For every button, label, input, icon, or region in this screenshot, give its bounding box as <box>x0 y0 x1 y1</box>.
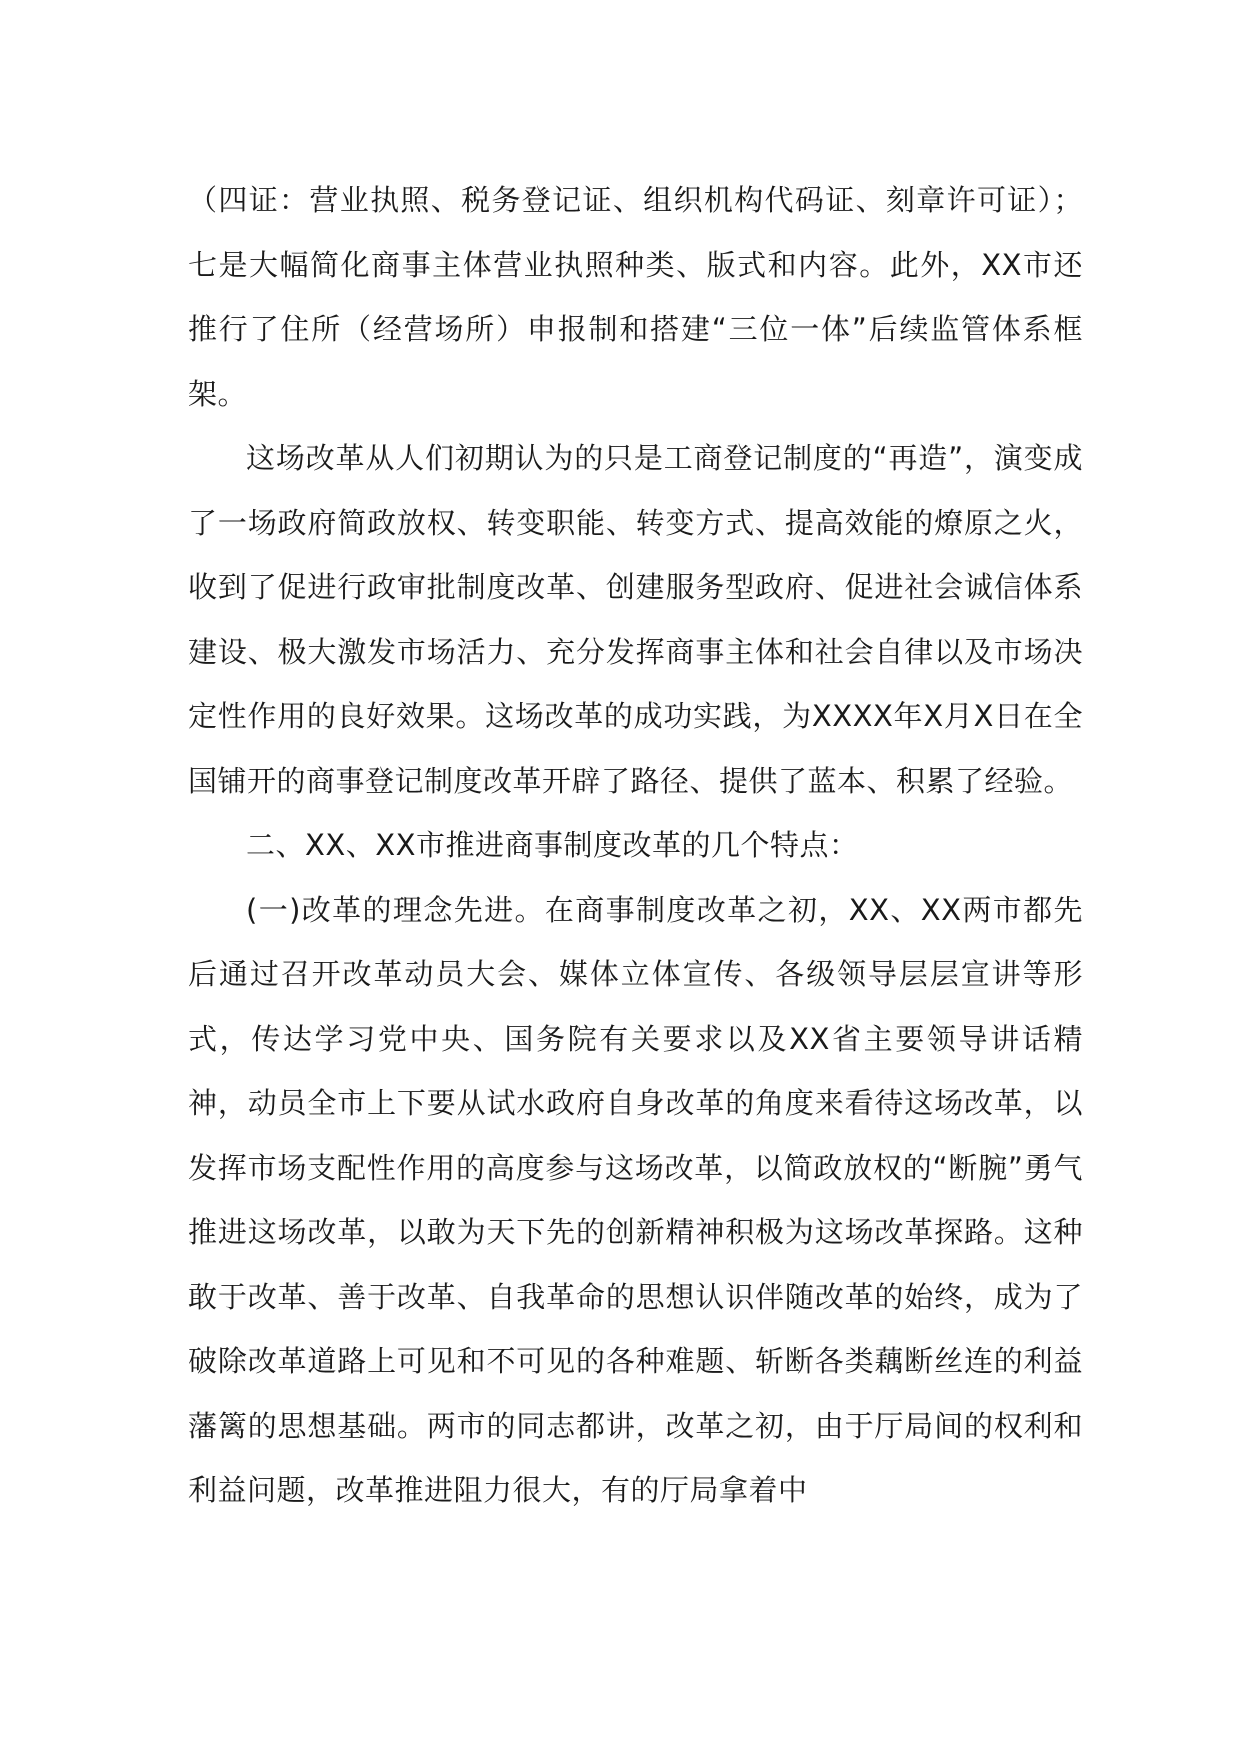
paragraph-reform-effect: 这场改革从人们初期认为的只是工商登记制度的“再造”，演变成了一场政府简政放权、转变职能、转变方式、提高效能的燎原之火，收到了促进行政审批制度改革、创建服务型政府、促进社会诚信体系建设、极大激发市场活力、充分发挥商事主体和社会自律以及市场决定性作用的良好效果。这场改革的成功实践，为XXXX年X月X日在全国铺开的商事登记制度改革开辟了路径、提供了蓝本、积累了经验。 <box>188 441 1083 798</box>
document-body <box>188 168 1083 1523</box>
section-heading-features: 二、XX、XX市推进商事制度改革的几个特点： <box>246 828 859 862</box>
paragraph-continuation: （四证：营业执照、税务登记证、组织机构代码证、刻章许可证）；七是大幅简化商事主体营业执照种类、版式和内容。此外，XX市还推行了住所（经营场所）申报制和搭建“三位一体”后续监管体系框架。 <box>188 183 1083 411</box>
paragraph-advanced-concept: (一)改革的理念先进。在商事制度改革之初，XX、XX两市都先后通过召开改革动员大会、媒体立体宣传、各级领导层层宣讲等形式，传达学习党中央、国务院有关要求以及XX省主要领导讲话精神，动员全市上下要从试水政府自身改革的角度来看待这场改革，以发挥市场支配性作用的高度参与这场改革，以简政放权的“断腕”勇气推进这场改革，以敢为天下先的创新精神积极为这场改革探路。这种敢于改革、善于改革、自我革命的思想认识伴随改革的始终，成为了破除改革道路上可见和不可见的各种难题、斩断各类藕断丝连的利益藩篱的思想基础。两市的同志都讲，改革之初，由于厅局间的权利和利益问题，改革推进阻力很大，有的厅局拿着中 <box>188 892 1083 1507</box>
